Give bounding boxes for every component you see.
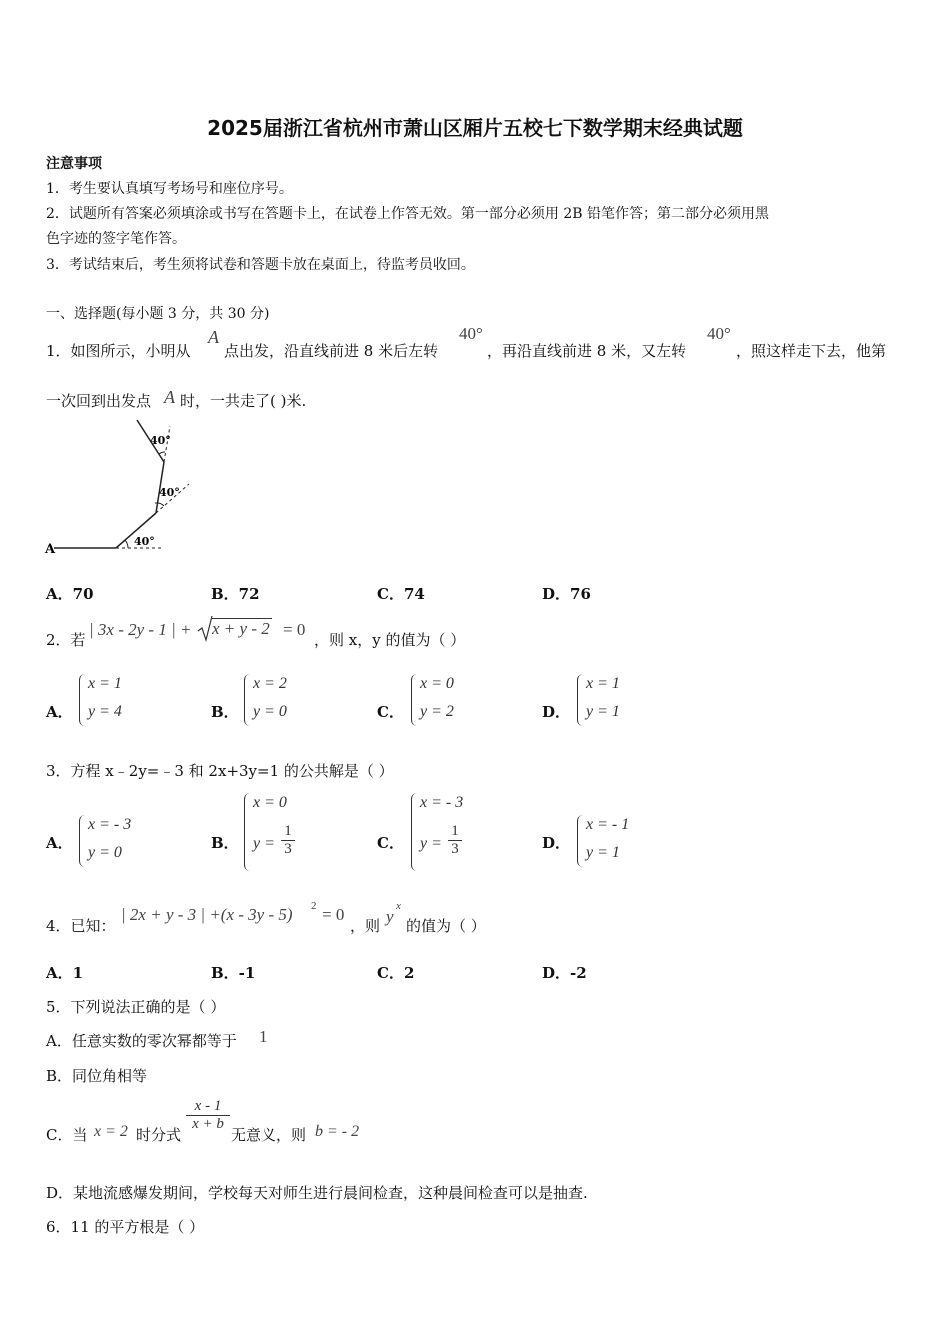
q1-option-d: D．76 bbox=[542, 585, 591, 603]
q4-exponent: 2 bbox=[311, 900, 317, 912]
fig-arc-3 bbox=[159, 452, 165, 454]
q1-point-a: A bbox=[208, 327, 219, 347]
q2-system-a bbox=[79, 674, 140, 726]
q5-stem: 5．下列说法正确的是（ ） bbox=[46, 998, 226, 1016]
q5-option-c-text-2: 时分式 bbox=[136, 1126, 182, 1144]
q1-text-3: ，再沿直线前进 8 米，又左转 bbox=[487, 342, 687, 360]
q5-option-c-text-3: 无意义，则 bbox=[231, 1126, 307, 1144]
q5-option-c-text-1: C．当 bbox=[46, 1126, 88, 1144]
q4-option-b: B．-1 bbox=[211, 964, 256, 982]
q5-option-c-result: b = - 2 bbox=[315, 1123, 360, 1140]
q5-c-den: x + b bbox=[186, 1115, 230, 1133]
q4-option-a: A．1 bbox=[46, 964, 84, 982]
q5-option-c-fraction bbox=[186, 1098, 230, 1133]
q1-option-b: B．72 bbox=[211, 585, 260, 603]
q5-option-a-value: 1 bbox=[259, 1027, 268, 1046]
q3-system-c bbox=[411, 793, 482, 871]
q4-text-1: 4．已知： bbox=[46, 917, 116, 935]
q3-label-b: B． bbox=[211, 834, 239, 852]
q2-b-eq2: y = 0 bbox=[253, 703, 287, 720]
q2-system-d bbox=[577, 674, 638, 726]
q6-stem: 6．11 的平方根是（ ） bbox=[46, 1218, 205, 1236]
q2-a-eq2: y = 4 bbox=[88, 703, 122, 720]
q3-b-num: 1 bbox=[284, 823, 292, 839]
q3-a-eq2: y = 0 bbox=[88, 844, 122, 861]
q1-text-6: 时，一共走了( )米. bbox=[180, 392, 307, 410]
q3-c-fraction bbox=[448, 823, 462, 858]
q3-b-eq2-lhs: y = bbox=[253, 835, 275, 852]
q2-a-eq1: x = 1 bbox=[88, 675, 122, 692]
q3-d-eq1: x = - 1 bbox=[586, 816, 630, 833]
q2-d-eq2: y = 1 bbox=[586, 703, 620, 720]
q3-stem: 3．方程 x﹣2y=﹣3 和 2x+3y=1 的公共解是（ ） bbox=[46, 762, 394, 780]
notice-item-3: 3．考试结束后，考生须将试卷和答题卡放在桌面上，待监考员收回。 bbox=[46, 257, 475, 273]
q3-b-eq1: x = 0 bbox=[253, 794, 287, 811]
q4-text-2: ，则 bbox=[350, 917, 381, 935]
notice-heading: 注意事项 bbox=[46, 156, 102, 172]
q2-d-eq1: x = 1 bbox=[586, 675, 620, 692]
q5-option-c-condition: x = 2 bbox=[94, 1123, 128, 1140]
q4-equals: = 0 bbox=[322, 905, 345, 924]
section-heading: 一、选择题(每小题 3 分，共 30 分) bbox=[46, 306, 270, 322]
q1-point-a-2: A bbox=[164, 387, 175, 407]
q2-b-eq1: x = 2 bbox=[253, 675, 287, 692]
q4-text-3: 的值为（ ） bbox=[406, 917, 486, 935]
q3-system-b bbox=[244, 793, 305, 871]
q2-label-b: B． bbox=[211, 703, 239, 721]
q2-equals: = 0 bbox=[283, 620, 306, 639]
q2-system-b bbox=[244, 674, 305, 726]
q2-system-c bbox=[411, 674, 472, 726]
q5-option-d: D．某地流感爆发期间，学校每天对师生进行晨间检查，这种晨间检查可以是抽查. bbox=[46, 1184, 588, 1202]
q1-angle-1: 40° bbox=[459, 324, 483, 343]
q3-c-den: 3 bbox=[448, 840, 462, 858]
notice-item-2a: 2．试题所有答案必须填涂或书写在答题卡上，在试卷上作答无效。第一部分必须用 2B 铅笔作答；第二部分必须用黑 bbox=[46, 206, 769, 222]
q2-abs-expr: | 3x - 2y - 1 | + bbox=[89, 620, 192, 639]
q3-b-fraction bbox=[281, 823, 295, 858]
q3-c-num: 1 bbox=[451, 823, 459, 839]
q5-option-b: B．同位角相等 bbox=[46, 1067, 148, 1085]
q4-option-d: D．-2 bbox=[542, 964, 587, 982]
fig-arc-1 bbox=[125, 540, 128, 548]
fig-label-angle-2: 40° bbox=[159, 486, 180, 499]
q1-text-1: 1．如图所示，小明从 bbox=[46, 342, 191, 360]
q2-label-d: D． bbox=[542, 703, 571, 721]
q2-text-1: 2．若 bbox=[46, 631, 86, 649]
q2-label-c: C． bbox=[377, 703, 404, 721]
q2-text-2: ，则 x，y 的值为（ ） bbox=[314, 631, 466, 649]
q1-text-2: 点出发，沿直线前进 8 米后左转 bbox=[224, 342, 439, 360]
notice-item-2b: 色字迹的签字笔作答。 bbox=[46, 231, 186, 247]
q4-power-base: y bbox=[386, 907, 394, 926]
q1-angle-2: 40° bbox=[707, 324, 731, 343]
q2-sqrt-body: x + y - 2 bbox=[212, 619, 270, 638]
q3-label-d: D． bbox=[542, 834, 571, 852]
q3-d-eq2: y = 1 bbox=[586, 844, 620, 861]
q3-a-eq1: x = - 3 bbox=[88, 816, 132, 833]
q3-label-a: A． bbox=[46, 834, 73, 852]
q1-path-figure bbox=[44, 418, 204, 560]
q3-system-a bbox=[79, 815, 150, 867]
q1-text-5: 一次回到出发点 bbox=[46, 392, 152, 410]
q3-c-eq1: x = - 3 bbox=[420, 794, 464, 811]
q3-b-den: 3 bbox=[281, 840, 295, 858]
q5-c-num: x - 1 bbox=[194, 1098, 222, 1114]
q2-label-a: A． bbox=[46, 703, 73, 721]
q3-label-c: C． bbox=[377, 834, 404, 852]
q1-text-4: ，照这样走下去，他第 bbox=[736, 342, 887, 360]
q1-option-a: A．70 bbox=[46, 585, 94, 603]
q3-c-eq2-lhs: y = bbox=[420, 835, 442, 852]
q4-expression: | 2x + y - 3 | +(x - 3y - 5) bbox=[121, 905, 293, 924]
q2-c-eq1: x = 0 bbox=[420, 675, 454, 692]
q1-option-c: C．74 bbox=[377, 585, 425, 603]
q4-option-c: C．2 bbox=[377, 964, 415, 982]
fig-label-a: A bbox=[45, 542, 56, 557]
notice-item-1: 1．考生要认真填写考场号和座位序号。 bbox=[46, 181, 293, 197]
q3-system-d bbox=[577, 815, 648, 867]
q2-sqrt-sign bbox=[197, 614, 213, 642]
q5-option-a: A．任意实数的零次幂都等于 bbox=[46, 1032, 237, 1050]
q4-power-exponent: x bbox=[396, 900, 401, 912]
q2-c-eq2: y = 2 bbox=[420, 703, 454, 720]
fig-label-angle-3: 40° bbox=[150, 434, 171, 447]
fig-label-angle-1: 40° bbox=[134, 535, 155, 548]
fig-arc-2 bbox=[155, 503, 164, 506]
page-title: 2025届浙江省杭州市萧山区厢片五校七下数学期末经典试题 bbox=[207, 116, 743, 140]
